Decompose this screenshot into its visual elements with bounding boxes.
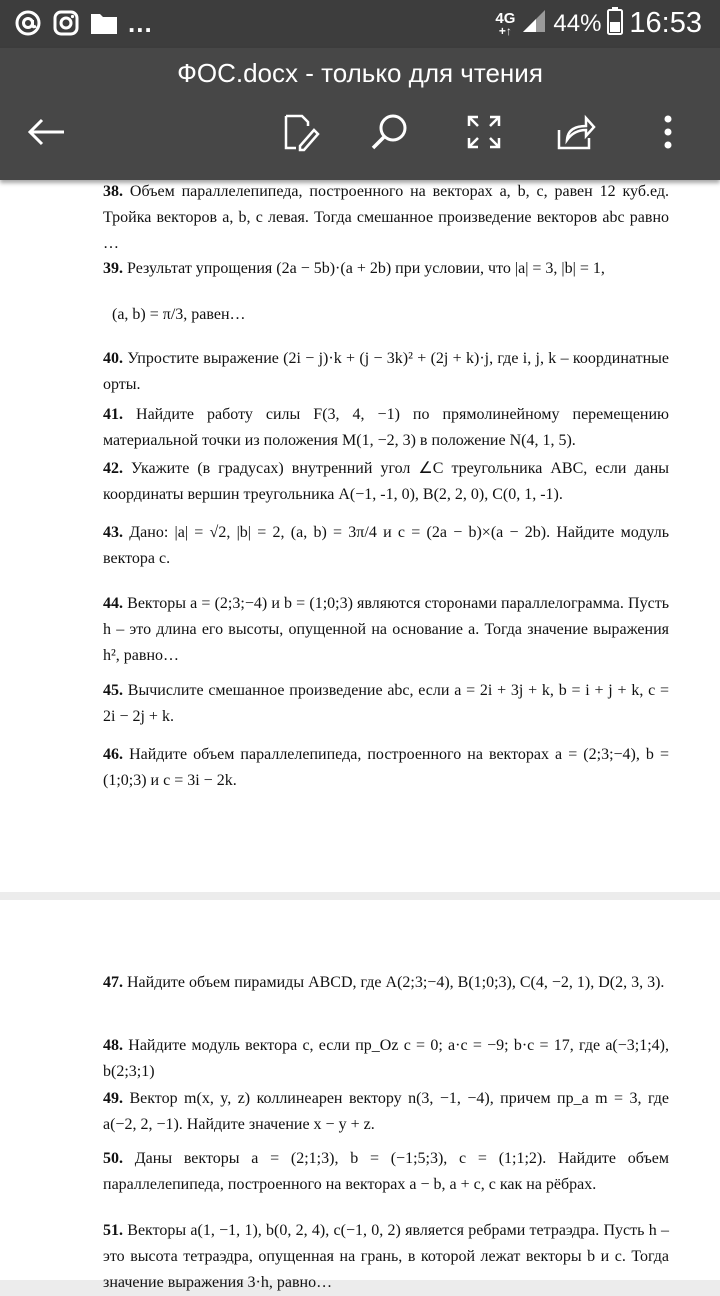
question-49: 49. Вектор m(x, y, z) коллинеарен вектору n(3, −1, −4), причем пр_a m = 3, где a(−2, 2, −1). Найдите значение x − y + z. bbox=[103, 1090, 670, 1133]
back-button[interactable] bbox=[18, 106, 74, 162]
question-42: 42. Укажите (в градусах) внутренний угол ∠C треугольника ABC, если даны координаты вершин треугольника A(−1, -1, 0), B(2, 2, 0), C(0, 1, -1). bbox=[103, 460, 670, 503]
question-46: 46. Найдите объем параллелепипеда, построенного на векторах a = (2;3;−4), b = (1;0;3) и c = 3i − 2k. bbox=[103, 746, 669, 789]
battery-level: 44% bbox=[553, 9, 602, 37]
edit-button[interactable] bbox=[272, 106, 328, 162]
question-38: 38. Объем параллелепипеда, построенного на векторах a, b, c, равен 12 куб.ед. Тройка векторов a, b, c левая. Тогда смешанное произведение векторов abc равно … bbox=[103, 183, 670, 252]
question-41: 41. Найдите работу силы F(3, 4, −1) по прямолинейному перемещению материальной точки из положения M(1, −2, 3) в положение N(4, 1, 5). bbox=[103, 406, 669, 449]
search-icon bbox=[370, 112, 410, 157]
question-50: 50. Даны векторы a = (2;1;3), b = (−1;5;3), c = (1;1;2). Найдите объем параллелепипеда, построенного на векторах a − b, a + c, c как на рёбрах. bbox=[103, 1150, 670, 1193]
more-options-button[interactable] bbox=[640, 106, 696, 162]
document-page bbox=[0, 180, 720, 892]
question-44: 44. Векторы a = (2;3;−4) и b = (1;0;3) являются сторонами параллелограмма. Пусть h – это длина его высоты, опущенной на основание a. Тогда значение выражения h², равно… bbox=[103, 595, 669, 664]
search-button[interactable] bbox=[362, 106, 418, 162]
question-39-continuation: (a, b) = π/3, равен… bbox=[112, 306, 246, 323]
more-notifications: ... bbox=[128, 8, 153, 38]
document-title: ФОС.docx - только для чтения bbox=[177, 58, 543, 88]
question-48: 48. Найдите модуль вектора c, если пр_Oz c = 0; a·c = −9; b·c = 17, где a(−3;1;4), b(2;3;1) bbox=[103, 1037, 669, 1080]
app-bar bbox=[0, 48, 720, 180]
question-47: 47. Найдите объем пирамиды ABCD, где A(2;3;−4), B(1;0;3), C(4, −2, 1), D(2, 3, 3). bbox=[103, 974, 665, 991]
question-51: 51. Векторы a(1, −1, 1), b(0, 2, 4), c(−1, 0, 2) является ребрами тетраэдра. Пусть h – это высота тетраэдра, опущенная на грань, в которой лежат векторы b и c. Тогда значение выражения 3·h, равно… bbox=[103, 1222, 669, 1291]
network-type: 4G +↑ bbox=[495, 10, 516, 38]
more-icon bbox=[662, 114, 674, 155]
question-40: 40. Упростите выражение (2i − j)·k + (j − 3k)² + (2j + k)·j, где i, j, k – координатные орты. bbox=[103, 350, 670, 393]
edit-icon bbox=[280, 112, 320, 157]
battery-icon bbox=[607, 7, 623, 40]
folder-icon bbox=[90, 9, 118, 37]
at-sign-icon bbox=[14, 9, 42, 37]
question-45: 45. Вычислите смешанное произведение abc, если a = 2i + 3j + k, b = i + j + k, c = 2i − 2j + k. bbox=[103, 682, 669, 725]
question-39: 39. Результат упрощения (2a − 5b)·(a + 2b) при условии, что |a| = 3, |b| = 1, bbox=[103, 260, 605, 277]
back-arrow-icon bbox=[26, 117, 66, 152]
clock: 16:53 bbox=[629, 7, 702, 39]
fullscreen-icon bbox=[466, 114, 502, 155]
fullscreen-button[interactable] bbox=[456, 106, 512, 162]
instagram-icon bbox=[52, 9, 80, 37]
share-button[interactable] bbox=[548, 106, 604, 162]
question-43: 43. Дано: |a| = √2, |b| = 2, (a, b) = 3π/4 и c = (2a − b)×(a − 2b). Найдите модуль вектора c. bbox=[103, 524, 669, 567]
status-bar bbox=[0, 0, 720, 48]
share-icon bbox=[556, 114, 596, 155]
signal-icon bbox=[521, 8, 547, 39]
document-page bbox=[0, 900, 720, 1291]
